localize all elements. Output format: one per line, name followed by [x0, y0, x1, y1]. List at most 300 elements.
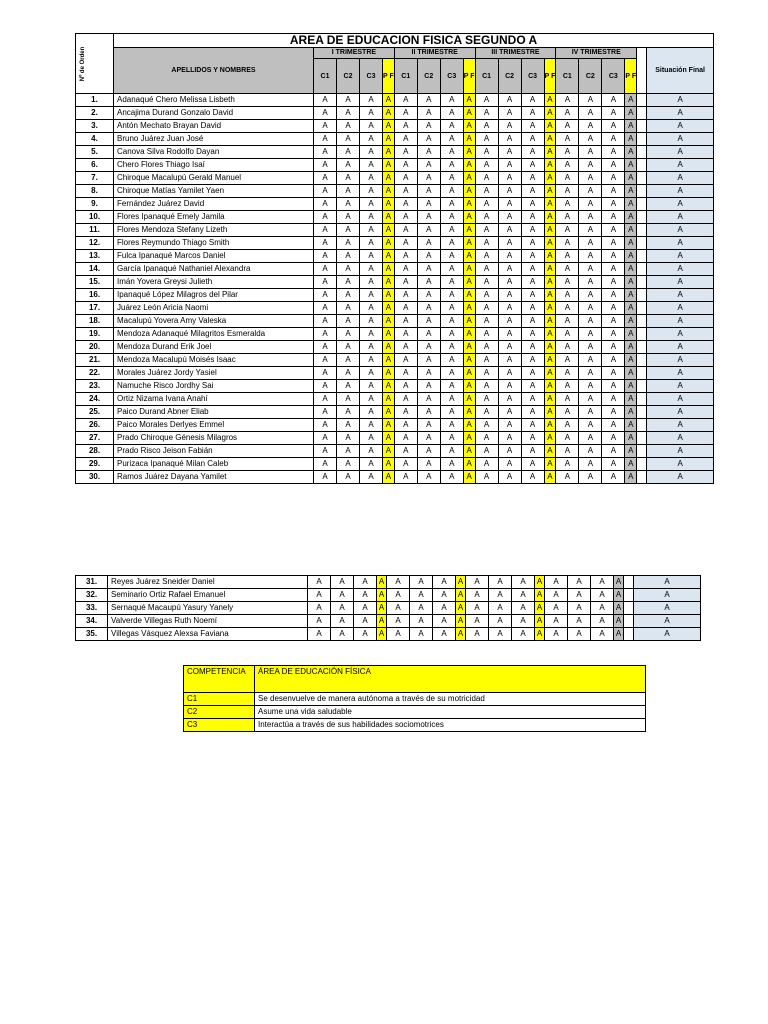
grade-c1: A — [556, 159, 579, 172]
grade-c1: A — [394, 146, 417, 159]
grade-c1: A — [556, 393, 579, 406]
grade-c1: A — [556, 146, 579, 159]
grade-c3: A — [521, 341, 544, 354]
pf-header: P F — [544, 59, 556, 94]
grade-c3: A — [440, 120, 463, 133]
grade-pf: A — [544, 445, 556, 458]
grade-c2: A — [489, 615, 512, 628]
grade-c2: A — [337, 211, 360, 224]
grade-c3: A — [440, 406, 463, 419]
grade-c1: A — [466, 589, 489, 602]
grade-c3: A — [521, 406, 544, 419]
order-number: 31. — [76, 576, 108, 589]
grade-c2: A — [417, 289, 440, 302]
grade-pf: A — [544, 315, 556, 328]
grade-c3: A — [512, 615, 535, 628]
grade-c2: A — [579, 146, 602, 159]
spacer-cell — [637, 211, 647, 224]
grade-pf: A — [544, 224, 556, 237]
grade-c3: A — [440, 250, 463, 263]
grade-c2: A — [498, 380, 521, 393]
grade-pf: A — [383, 211, 395, 224]
grade-c2: A — [337, 185, 360, 198]
grade-pf: A — [383, 367, 395, 380]
grade-c2: A — [337, 224, 360, 237]
spacer-cell — [637, 302, 647, 315]
grade-c2: A — [579, 458, 602, 471]
grade-c3: A — [440, 276, 463, 289]
order-number: 28. — [76, 445, 114, 458]
grade-c2: A — [579, 289, 602, 302]
grade-pf: A — [544, 471, 556, 484]
grade-c2: A — [337, 120, 360, 133]
table-row — [76, 315, 714, 328]
grade-c3: A — [433, 589, 456, 602]
grade-c1: A — [475, 198, 498, 211]
grade-c3: A — [602, 432, 625, 445]
grade-pf: A — [383, 341, 395, 354]
c1-header: C1 — [475, 59, 498, 94]
grade-c1: A — [556, 237, 579, 250]
c2-header: C2 — [337, 59, 360, 94]
final-status: A — [647, 185, 714, 198]
grade-c1: A — [475, 146, 498, 159]
grade-c3: A — [602, 302, 625, 315]
grade-c1: A — [466, 602, 489, 615]
grade-c2: A — [337, 445, 360, 458]
final-status: A — [647, 315, 714, 328]
grade-c1: A — [394, 354, 417, 367]
grade-c2: A — [417, 172, 440, 185]
grade-c3: A — [440, 471, 463, 484]
student-name: Paico Morales Derlyes Emmel — [114, 419, 314, 432]
grade-c3: A — [512, 589, 535, 602]
grade-pf: A — [463, 276, 475, 289]
final-status: A — [647, 94, 714, 107]
grade-c3: A — [521, 432, 544, 445]
grade-c1: A — [556, 341, 579, 354]
grade-pf: A — [383, 94, 395, 107]
c2-header: C2 — [579, 59, 602, 94]
grade-c1: A — [556, 432, 579, 445]
grade-pf: A — [463, 393, 475, 406]
student-name: Reyes Juárez Sneider Daniel — [108, 576, 308, 589]
grade-c3: A — [360, 237, 383, 250]
final-status: A — [647, 354, 714, 367]
grade-c1: A — [314, 328, 337, 341]
spacer-cell — [637, 419, 647, 432]
grade-c2: A — [337, 367, 360, 380]
spacer-cell — [637, 172, 647, 185]
grade-c2: A — [417, 198, 440, 211]
table-row — [76, 432, 714, 445]
grade-c3: A — [602, 146, 625, 159]
grade-c3: A — [521, 302, 544, 315]
spacer-cell — [637, 107, 647, 120]
grade-pf: A — [456, 589, 466, 602]
grade-c1: A — [556, 289, 579, 302]
final-status: A — [647, 406, 714, 419]
grade-c1: A — [308, 615, 331, 628]
grade-pf: A — [625, 146, 637, 159]
student-name: Mendoza Durand Erik Joel — [114, 341, 314, 354]
order-number: 19. — [76, 328, 114, 341]
student-name: Flores Ipanaqué Emely Jamila — [114, 211, 314, 224]
order-number: 14. — [76, 263, 114, 276]
student-name: García Ipanaqué Nathaniel Alexandra — [114, 263, 314, 276]
legend-key: C1 — [184, 693, 255, 706]
grade-c1: A — [387, 628, 410, 641]
grade-c3: A — [360, 419, 383, 432]
grade-c2: A — [498, 172, 521, 185]
grade-c1: A — [475, 406, 498, 419]
grade-c3: A — [521, 458, 544, 471]
grade-c3: A — [602, 185, 625, 198]
grade-pf: A — [463, 263, 475, 276]
order-number: 13. — [76, 250, 114, 263]
grade-c2: A — [498, 159, 521, 172]
order-number: 29. — [76, 458, 114, 471]
legend-key: C3 — [184, 719, 255, 732]
grade-c2: A — [337, 471, 360, 484]
grade-c3: A — [602, 328, 625, 341]
grade-pf: A — [456, 602, 466, 615]
spacer-cell — [637, 250, 647, 263]
student-rows — [76, 94, 714, 484]
grade-c3: A — [440, 328, 463, 341]
grade-pf: A — [383, 315, 395, 328]
grade-pf: A — [625, 211, 637, 224]
grade-c1: A — [556, 445, 579, 458]
grade-c3: A — [360, 471, 383, 484]
grade-c3: A — [521, 315, 544, 328]
order-number: 33. — [76, 602, 108, 615]
grade-c3: A — [360, 133, 383, 146]
spacer-cell — [624, 628, 634, 641]
table-row — [76, 120, 714, 133]
final-status: A — [647, 432, 714, 445]
order-number: 3. — [76, 120, 114, 133]
grade-c3: A — [360, 458, 383, 471]
grade-c3: A — [521, 224, 544, 237]
grade-c1: A — [394, 458, 417, 471]
grade-c1: A — [475, 328, 498, 341]
grade-c1: A — [387, 576, 410, 589]
table-row — [76, 250, 714, 263]
spacer-header — [637, 48, 647, 94]
grade-c2: A — [498, 185, 521, 198]
final-status: A — [647, 146, 714, 159]
grade-c3: A — [433, 615, 456, 628]
grade-c1: A — [394, 419, 417, 432]
grade-pf: A — [625, 315, 637, 328]
student-name: Paico Durand Abner Eliab — [114, 406, 314, 419]
student-name: Chiroque Matías Yamilet Yaen — [114, 185, 314, 198]
grade-c1: A — [466, 576, 489, 589]
grade-c1: A — [394, 393, 417, 406]
grade-c1: A — [394, 120, 417, 133]
grade-pf: A — [463, 315, 475, 328]
grade-c3: A — [521, 445, 544, 458]
grade-c2: A — [337, 328, 360, 341]
grade-c2: A — [417, 432, 440, 445]
grade-c3: A — [354, 589, 377, 602]
grade-c3: A — [360, 432, 383, 445]
grade-pf: A — [383, 107, 395, 120]
grade-c1: A — [475, 354, 498, 367]
grade-c3: A — [521, 185, 544, 198]
grade-pf: A — [383, 302, 395, 315]
student-name: Villegas Vásquez Alexsa Faviana — [108, 628, 308, 641]
order-header: Nº de Orden — [76, 34, 114, 94]
grade-pf: A — [463, 198, 475, 211]
grade-c2: A — [417, 380, 440, 393]
grade-pf: A — [377, 589, 387, 602]
grade-c2: A — [498, 211, 521, 224]
grade-pf: A — [544, 289, 556, 302]
grade-c1: A — [394, 289, 417, 302]
grade-c3: A — [440, 94, 463, 107]
grade-c1: A — [556, 354, 579, 367]
grade-c1: A — [394, 185, 417, 198]
grade-pf: A — [383, 471, 395, 484]
grade-c2: A — [579, 471, 602, 484]
student-name: Flores Mendoza Stefany Lizeth — [114, 224, 314, 237]
grade-c3: A — [602, 276, 625, 289]
grade-c3: A — [521, 107, 544, 120]
grade-pf: A — [625, 94, 637, 107]
table-row — [76, 367, 714, 380]
grade-pf: A — [377, 628, 387, 641]
grade-pf: A — [625, 185, 637, 198]
grade-c3: A — [602, 315, 625, 328]
grade-c3: A — [360, 185, 383, 198]
order-number: 1. — [76, 94, 114, 107]
grade-c2: A — [331, 589, 354, 602]
grade-pf: A — [463, 224, 475, 237]
student-name: Chiroque Macalupú Gerald Manuel — [114, 172, 314, 185]
grade-c2: A — [337, 315, 360, 328]
grade-c1: A — [394, 445, 417, 458]
grade-c1: A — [556, 406, 579, 419]
table-row — [76, 211, 714, 224]
grade-pf: A — [625, 406, 637, 419]
grade-c1: A — [314, 458, 337, 471]
order-number: 20. — [76, 341, 114, 354]
grade-pf: A — [544, 406, 556, 419]
grade-c1: A — [314, 471, 337, 484]
grade-pf: A — [463, 94, 475, 107]
student-name: Morales Juárez Jordy Yasiel — [114, 367, 314, 380]
c3-header: C3 — [360, 59, 383, 94]
table-row — [76, 458, 714, 471]
grade-pf: A — [625, 380, 637, 393]
grade-pf: A — [544, 94, 556, 107]
grade-pf: A — [544, 107, 556, 120]
grade-pf: A — [463, 302, 475, 315]
grade-c3: A — [521, 237, 544, 250]
grade-pf: A — [544, 341, 556, 354]
grade-c1: A — [314, 263, 337, 276]
grade-pf: A — [535, 628, 545, 641]
grade-c2: A — [417, 159, 440, 172]
spacer-cell — [637, 120, 647, 133]
table-row — [76, 289, 714, 302]
final-status: A — [647, 367, 714, 380]
grade-pf: A — [383, 185, 395, 198]
grade-c2: A — [331, 602, 354, 615]
final-status: A — [647, 393, 714, 406]
grade-pf: A — [625, 250, 637, 263]
grade-c2: A — [579, 419, 602, 432]
grade-c3: A — [440, 289, 463, 302]
grade-pf: A — [463, 471, 475, 484]
grade-pf: A — [383, 354, 395, 367]
grade-c2: A — [417, 146, 440, 159]
grade-c3: A — [602, 289, 625, 302]
table-row — [76, 615, 701, 628]
grade-c3: A — [440, 107, 463, 120]
grade-c2: A — [579, 250, 602, 263]
grade-pf: A — [544, 120, 556, 133]
grade-pf: A — [377, 576, 387, 589]
grade-c2: A — [417, 94, 440, 107]
grade-c3: A — [521, 120, 544, 133]
grade-c2: A — [410, 615, 433, 628]
grade-c1: A — [394, 211, 417, 224]
grade-c1: A — [556, 276, 579, 289]
grade-c2: A — [417, 211, 440, 224]
grade-c2: A — [417, 315, 440, 328]
grade-pf: A — [544, 380, 556, 393]
grade-pf: A — [625, 419, 637, 432]
grade-c1: A — [556, 315, 579, 328]
final-status: A — [647, 120, 714, 133]
grade-c2: A — [579, 120, 602, 133]
c1-header: C1 — [314, 59, 337, 94]
grade-c2: A — [489, 602, 512, 615]
grade-c1: A — [556, 380, 579, 393]
order-number: 4. — [76, 133, 114, 146]
order-number: 12. — [76, 237, 114, 250]
grade-c1: A — [475, 107, 498, 120]
spacer-cell — [637, 224, 647, 237]
grade-c1: A — [394, 341, 417, 354]
spacer-cell — [637, 276, 647, 289]
grade-c3: A — [602, 120, 625, 133]
grade-c3: A — [440, 224, 463, 237]
grade-c3: A — [360, 289, 383, 302]
grade-c1: A — [394, 315, 417, 328]
table-row — [76, 94, 714, 107]
grade-c1: A — [394, 224, 417, 237]
grade-c1: A — [475, 445, 498, 458]
grade-pf: A — [463, 133, 475, 146]
spacer-cell — [637, 380, 647, 393]
student-name: Sernaqué Macaupú Yasury Yanely — [108, 602, 308, 615]
grade-c2: A — [410, 628, 433, 641]
table-row — [76, 393, 714, 406]
grade-c1: A — [394, 328, 417, 341]
grade-c2: A — [579, 380, 602, 393]
grade-c3: A — [360, 107, 383, 120]
grade-c2: A — [498, 237, 521, 250]
final-status: A — [634, 576, 701, 589]
grade-c3: A — [354, 576, 377, 589]
grade-c1: A — [387, 602, 410, 615]
grades-table-continued — [75, 575, 701, 641]
grade-c1: A — [545, 628, 568, 641]
grade-pf: A — [383, 380, 395, 393]
grade-pf: A — [463, 185, 475, 198]
grade-c3: A — [360, 380, 383, 393]
order-number: 6. — [76, 159, 114, 172]
grade-c3: A — [440, 159, 463, 172]
table-row — [76, 159, 714, 172]
c3-header: C3 — [602, 59, 625, 94]
grade-c1: A — [475, 289, 498, 302]
grade-c1: A — [314, 133, 337, 146]
spacer-cell — [637, 263, 647, 276]
grade-pf: A — [614, 589, 624, 602]
grade-c1: A — [556, 328, 579, 341]
student-name: Fulca Ipanaqué Marcos Daniel — [114, 250, 314, 263]
grade-c3: A — [602, 198, 625, 211]
table-row — [76, 237, 714, 250]
grade-pf: A — [625, 458, 637, 471]
grade-c1: A — [475, 94, 498, 107]
grade-pf: A — [625, 107, 637, 120]
grade-c2: A — [498, 94, 521, 107]
student-name: Namuche Risco Jordhy Sai — [114, 380, 314, 393]
grade-pf: A — [463, 432, 475, 445]
grade-c3: A — [602, 354, 625, 367]
grade-pf: A — [383, 172, 395, 185]
grade-c1: A — [314, 185, 337, 198]
grade-c2: A — [337, 302, 360, 315]
grade-pf: A — [625, 224, 637, 237]
grade-c3: A — [440, 393, 463, 406]
grade-c2: A — [498, 198, 521, 211]
grade-c3: A — [512, 576, 535, 589]
grade-c3: A — [354, 628, 377, 641]
grade-c2: A — [337, 354, 360, 367]
grade-pf: A — [625, 328, 637, 341]
grade-c3: A — [591, 602, 614, 615]
spacer-cell — [637, 354, 647, 367]
grade-c2: A — [337, 133, 360, 146]
grade-c1: A — [394, 406, 417, 419]
grade-c1: A — [394, 263, 417, 276]
grade-c2: A — [579, 172, 602, 185]
grade-c1: A — [314, 419, 337, 432]
final-status: A — [647, 263, 714, 276]
grade-pf: A — [383, 120, 395, 133]
table-row — [76, 576, 701, 589]
spacer-cell — [637, 315, 647, 328]
grade-c1: A — [394, 237, 417, 250]
grade-pf: A — [614, 576, 624, 589]
grade-c2: A — [337, 380, 360, 393]
grade-pf: A — [463, 328, 475, 341]
grade-c2: A — [337, 276, 360, 289]
grade-c2: A — [498, 419, 521, 432]
grade-c2: A — [579, 328, 602, 341]
student-name: Adanaqué Chero Melissa Lisbeth — [114, 94, 314, 107]
grade-c2: A — [498, 107, 521, 120]
grade-c1: A — [475, 458, 498, 471]
grade-c2: A — [337, 419, 360, 432]
